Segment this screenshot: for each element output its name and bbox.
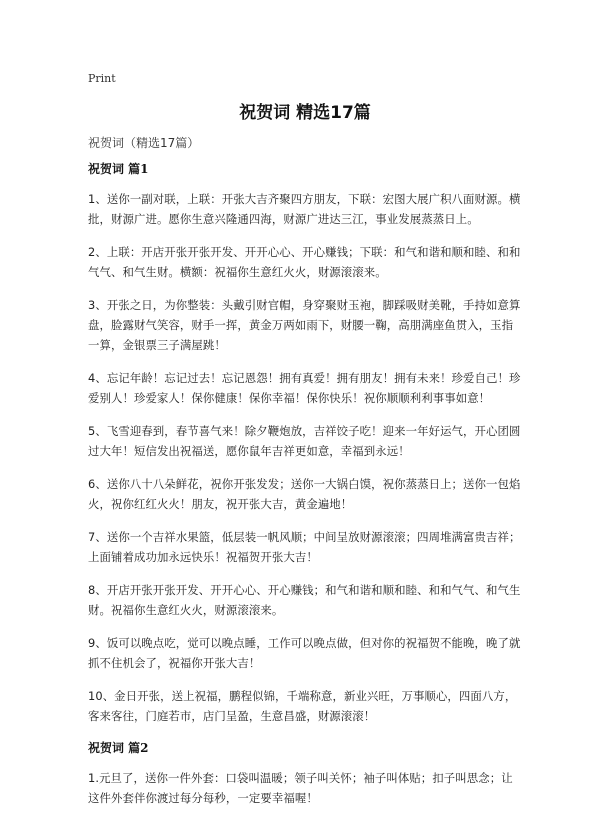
paragraph: 10、金日开张，送上祝福，鹏程似锦，千端称意，新业兴旺，万事顺心，四面八方，客来客往，门庭若市，店门呈盈，生意昌盛，财源滚滚！: [88, 689, 517, 723]
paragraph: 2、上联：开店开张开张开发、开开心心、开心赚钱；下联：和气和谐和顺和睦、和和气气、和气生财。横额：祝福你生意红火火，财源滚滚来。: [88, 245, 521, 279]
paragraph: 1、送你一副对联，上联：开张大吉齐聚四方朋友，下联：宏图大展广积八面财源。横批，财源广进。愿你生意兴隆通四海，财源广进达三江，事业发展蒸蒸日上。: [88, 192, 521, 226]
paragraph: 1.元旦了，送你一件外套：口袋叫温暖；领子叫关怀；袖子叫体贴；扣子叫思念；让这件外套伴你渡过每分每秒，一定要幸福喔！: [88, 771, 513, 805]
section: [88, 160, 522, 726]
paragraph: 8、开店开张开张开发、开开心心、开心赚钱；和气和谐和顺和睦、和和气气、和气生财。祝福你生意红火火，财源滚滚来。: [88, 583, 521, 617]
print-link[interactable]: Print: [88, 72, 116, 85]
paragraph: 4、忘记年龄！忘记过去！忘记恩怨！拥有真爱！拥有朋友！拥有未来！珍爱自己！珍爱别人！珍爱家人！保你健康！保你幸福！保你快乐！祝你顺顺利利事事如意！: [88, 371, 521, 405]
page-title: 祝贺词 精选17篇: [239, 103, 371, 123]
document-body: [88, 160, 522, 821]
section-heading: 祝贺词 篇1: [88, 162, 149, 176]
document-subtitle: 祝贺词（精选17篇）: [88, 136, 200, 150]
paragraph: 3、开张之日，为你整装：头戴引财官帽，身穿聚财玉袍，脚踩吸财美靴，手持如意算盘，脸露财气笑容，财手一挥，黄金万两如雨下，财腰一鞠，高朋满座鱼贯入，玉指一算，金银票三子满屋跳！: [88, 298, 521, 352]
paragraph: 7、送你一个吉祥水果篮，低层装一帆风顺；中间呈放财源滚滚；四周堆满富贵吉祥；上面铺着成功加永远快乐！祝福贺开张大吉！: [88, 530, 521, 564]
paragraph: 9、饭可以晚点吃，觉可以晚点睡，工作可以晚点做，但对你的祝福贺不能晚，晚了就抓不住机会了，祝福你开张大吉！: [88, 636, 521, 670]
paragraph: 5、飞雪迎春到，春节喜气来！除夕鞭炮放，吉祥饺子吃！迎来一年好运气，开心团圆过大年！短信发出祝福送，愿你鼠年吉祥更如意，幸福到永远！: [88, 424, 521, 458]
section: [88, 739, 522, 808]
paragraph: 6、送你八十八朵鲜花，祝你开张发发；送你一大锅白馍，祝你蒸蒸日上；送你一包焰火，祝你红红火火！朋友，祝开张大吉，黄金遍地！: [88, 477, 521, 511]
section-heading: 祝贺词 篇2: [88, 741, 149, 755]
